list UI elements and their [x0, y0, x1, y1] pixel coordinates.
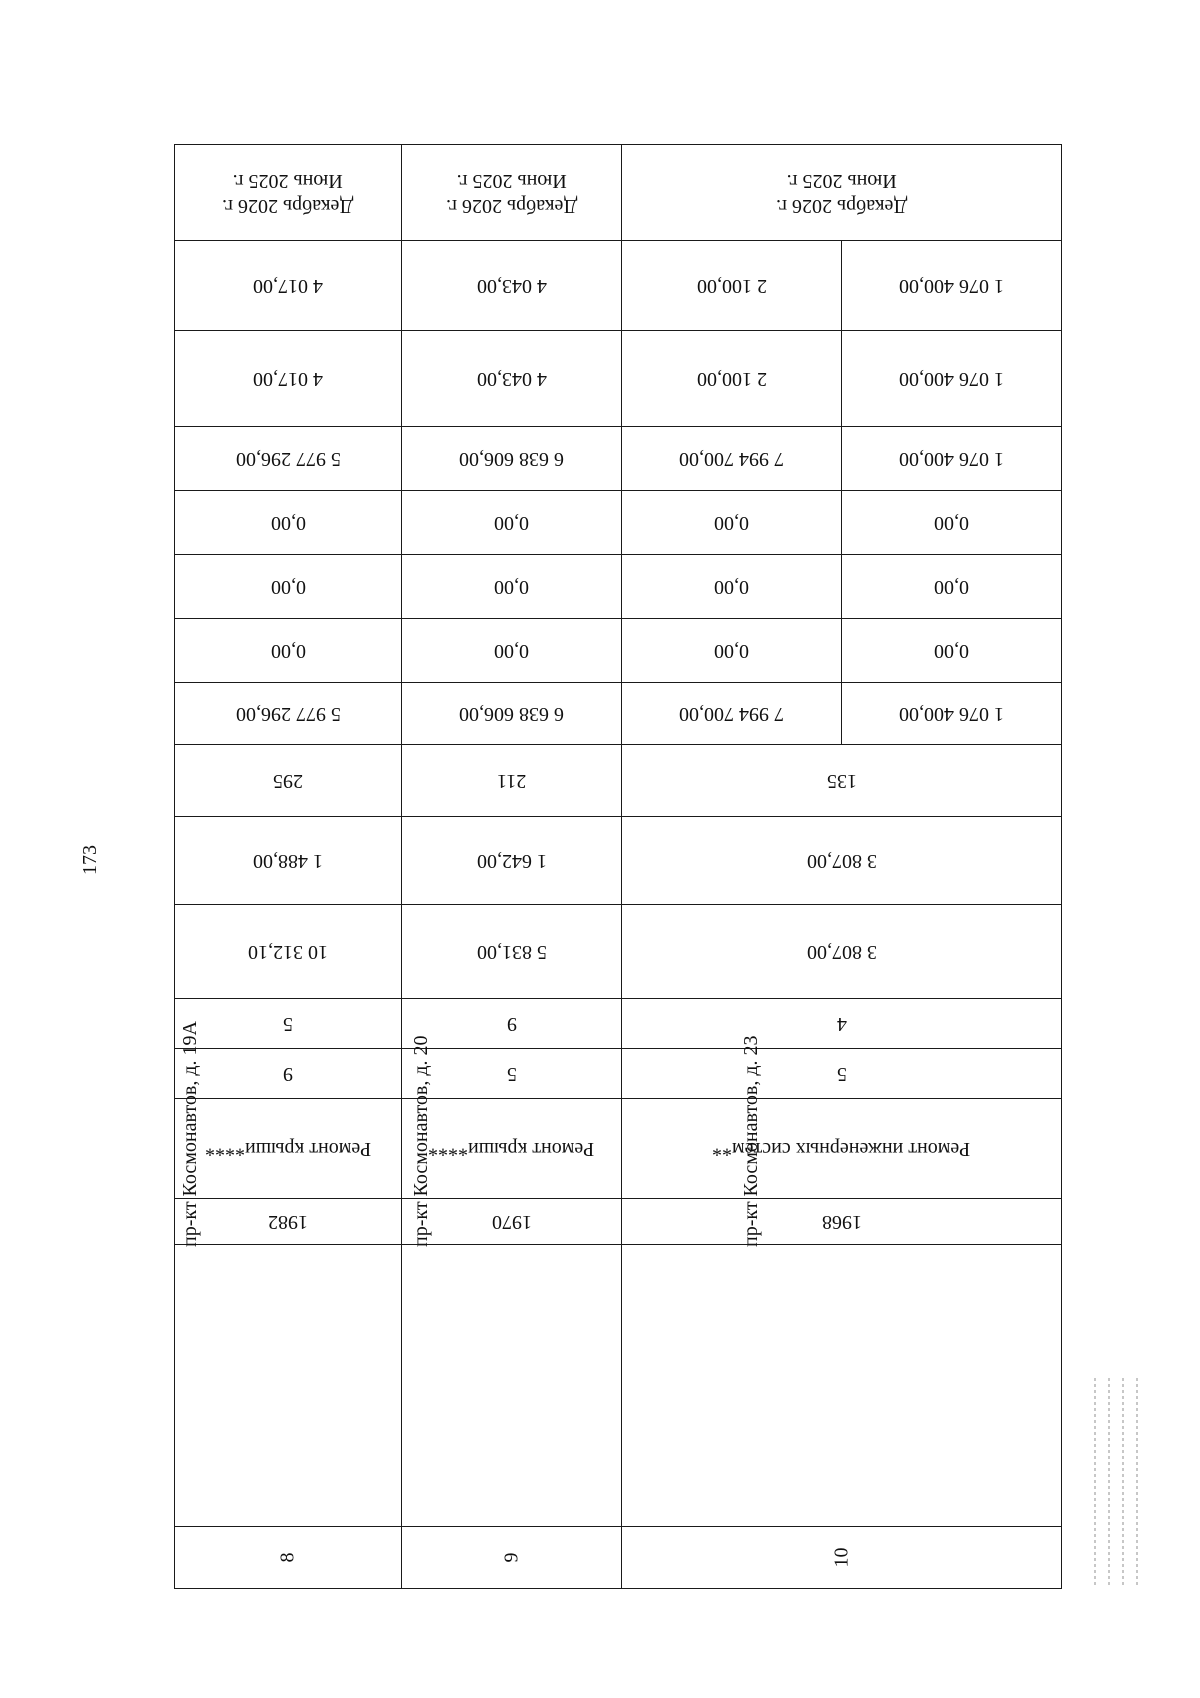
table-row: 5 9 4: [175, 999, 1062, 1049]
table-row-year: [175, 1199, 1062, 1245]
table-row: 1 488,00 1 642,00 3 807,00: [175, 817, 1062, 905]
table-row: 10 312,10 5 831,00 3 807,00: [175, 905, 1062, 999]
address-cell: пр-кт Космонавтов, д. 20: [402, 1245, 622, 1527]
table-row: 0,00 0,00 0,00 0,00: [175, 491, 1062, 555]
table-row: 295 211 135: [175, 745, 1062, 817]
table-row: 5 977 296,00 6 638 606,00 7 994 700,00 1 076 400,00: [175, 683, 1062, 745]
year-cell: 1970: [402, 1199, 622, 1245]
table-row-index: [175, 1527, 1062, 1589]
address-cell: пр-кт Космонавтов, д. 23: [622, 1245, 1062, 1527]
row-number-cell: 9: [402, 1527, 622, 1589]
row-number-cell: 8: [175, 1527, 402, 1589]
capital-repair-table: [174, 144, 1062, 1589]
work-type-cell: Ремонт инженерных систем**: [622, 1099, 1062, 1199]
row-number-cell: 10: [622, 1527, 1062, 1589]
table-row: 0,00 0,00 0,00 0,00: [175, 555, 1062, 619]
table-row-work: [175, 1099, 1062, 1199]
period-cell: Декабрь 2026 г. Июнь 2025 г.: [175, 145, 402, 241]
table-row: 5 977 296,00 6 638 606,00 7 994 700,00 1 076 400,00: [175, 427, 1062, 491]
faded-stamp: [1088, 1378, 1152, 1586]
work-type-cell: Ремонт крыши****: [175, 1099, 402, 1199]
table-row: 4 017,00 4 043,00 2 100,00 1 076 400,00: [175, 241, 1062, 331]
year-cell: 1982: [175, 1199, 402, 1245]
address-cell: пр-кт Космонавтов, д. 19А: [175, 1245, 402, 1527]
table-row-address: [175, 1245, 1062, 1527]
table-row-period: [175, 145, 1062, 241]
page-number: 173: [78, 845, 101, 875]
period-cell: Декабрь 2026 г. Июнь 2025 г.: [622, 145, 1062, 241]
period-cell: Декабрь 2026 г. Июнь 2025 г.: [402, 145, 622, 241]
table-row: 0,00 0,00 0,00 0,00: [175, 619, 1062, 683]
work-type-cell: Ремонт крыши****: [402, 1099, 622, 1199]
table-row: 4 017,00 4 043,00 2 100,00 1 076 400,00: [175, 331, 1062, 427]
year-cell: 1968: [622, 1199, 1062, 1245]
table-row: 9 5 5: [175, 1049, 1062, 1099]
